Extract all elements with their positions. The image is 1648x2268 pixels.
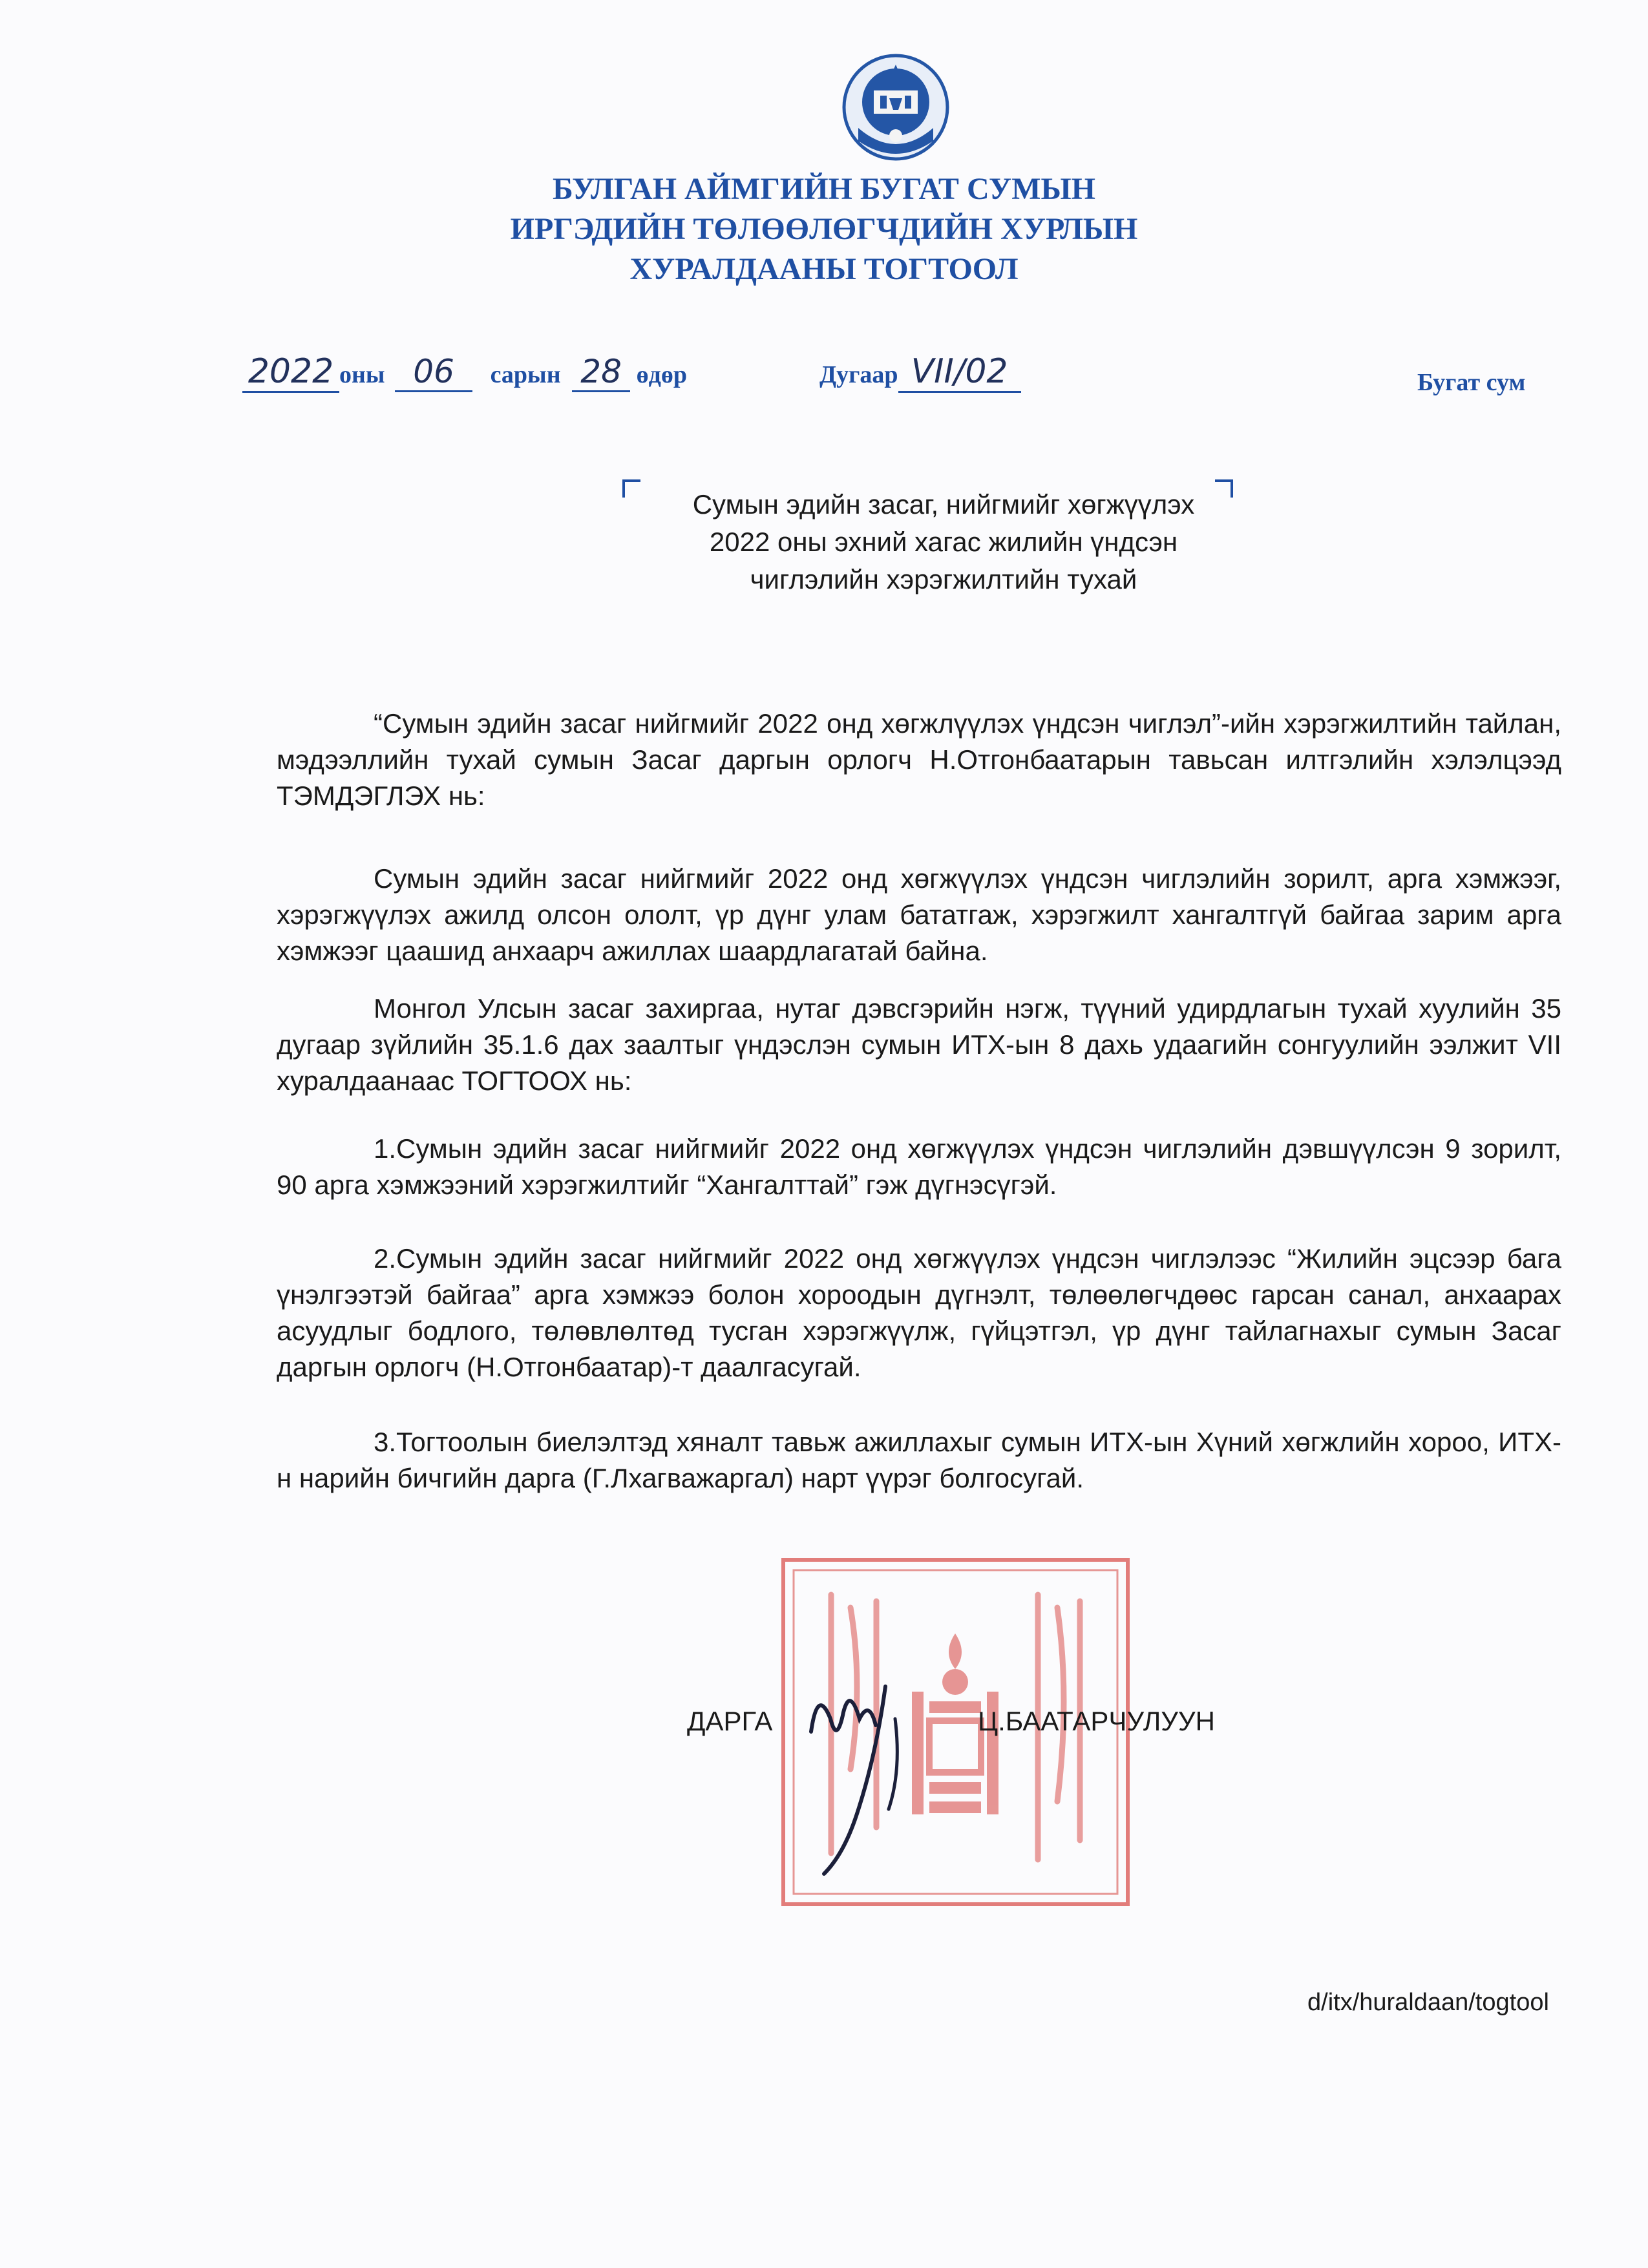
number-label: Дугаар — [819, 361, 898, 388]
header-line-2: ИРГЭДИЙН ТӨЛӨӨЛӨГЧДИЙН ХУРЛЫН — [510, 212, 1138, 246]
document-header — [0, 169, 1648, 289]
header-line-1: БУЛГАН АЙМГИЙН БУГАТ СУМЫН — [553, 172, 1095, 206]
paragraph-5: 2.Сумын эдийн засаг нийгмийг 2022 онд хөгжүүлэх үндсэн чиглэлээс “Жилийн эцсээр бага үнэлгээтэй байгаа” арга хэмжээ болон хороодын дүгнэлт, төлөөлөгчдөөс гарсан санал, анхаарах асуудлыг бодлого, төлөвлөлтөд тусган хэрэгжүүлж, гүйцэтгэл, үр дүнг тайлагнахыг сумын Засаг даргын орлогч (Н.Отгонбаатар)-т даалгасугай. — [277, 1243, 1561, 1382]
paragraph-3: Монгол Улсын засаг захиргаа, нутаг дэвсгэрийн нэгж, түүний удирдлагын тухай хуулийн 35 дугаар зүйлийн 35.1.6 дах заалтыг үндэслэн сумын ИТХ-ын 8 дахь удаагийн сонгуулийн ээлжит VII хуралдаанаас ТОГТООХ нь: — [277, 993, 1561, 1096]
date-field — [242, 352, 687, 397]
subject-line-1: Сумын эдийн засаг, нийгмийг хөгжүүлэх — [692, 489, 1195, 520]
subject-line-2: 2022 оны эхний хагас жилийн үндсэн — [709, 527, 1178, 557]
signature-title: ДАРГА — [687, 1706, 773, 1736]
subject-line-3: чиглэлийн хэрэгжилтийн тухай — [750, 564, 1137, 594]
date-day-label: өдөр — [636, 361, 687, 388]
paragraph-6: 3.Тогтоолын биелэлтэд хяналт тавьж ажиллахыг сумын ИТХ-ын Хүний хөгжлийн хороо, ИТХ-н нарийн бичгийн дарга (Г.Лхагважаргал) нарт үүрэг болгосугай. — [277, 1427, 1561, 1493]
place-label: Бугат сум — [1417, 369, 1526, 396]
date-year: 2022 — [242, 352, 339, 393]
document-number: VII/02 — [898, 352, 1021, 393]
handwritten-signature — [798, 1661, 934, 1880]
header-line-3: ХУРАЛДААНЫ ТОГТООЛ — [629, 252, 1019, 286]
date-day: 28 — [572, 353, 630, 392]
date-month-label: сарын — [490, 361, 561, 388]
number-field — [819, 352, 1021, 397]
state-emblem-icon — [839, 50, 953, 165]
document-subject — [620, 486, 1267, 598]
signatory-name: Ц.БААТАРЧУЛУУН — [978, 1706, 1215, 1736]
date-year-label: оны — [339, 361, 385, 388]
paragraph-4: 1.Сумын эдийн засаг нийгмийг 2022 онд хөгжүүлэх үндсэн чиглэлийн дэвшүүлсэн 9 зорилт, 90 арга хэмжээний хэрэгжилтийг “Хангалттай” гэж дүгнэсүгэй. — [277, 1133, 1561, 1200]
file-path: d/itx/huraldaan/togtool — [1307, 1989, 1549, 2016]
paragraph-2: Сумын эдийн засаг нийгмийг 2022 онд хөгжүүлэх үндсэн чиглэлийн зорилт, арга хэмжээг, хэрэгжүүлэх ажилд олсон ололт, үр дүнг улам бататгаж, хэрэгжилт хангалтгүй байгаа зарим арга хэмжээг цаашид анхаарч ажиллах шаардлагатай байна. — [277, 863, 1561, 966]
paragraph-1: “Сумын эдийн засаг нийгмийг 2022 онд хөгжлүүлэх үндсэн чиглэл”-ийн хэрэгжилтийн тайлан, мэдээллийн тухай сумын Засаг даргын орлогч Н.Отгонбаатарын тавьсан илтгэлийн хэлэлцээд ТЭМДЭГЛЭХ нь: — [277, 708, 1561, 811]
date-month: 06 — [395, 353, 472, 392]
